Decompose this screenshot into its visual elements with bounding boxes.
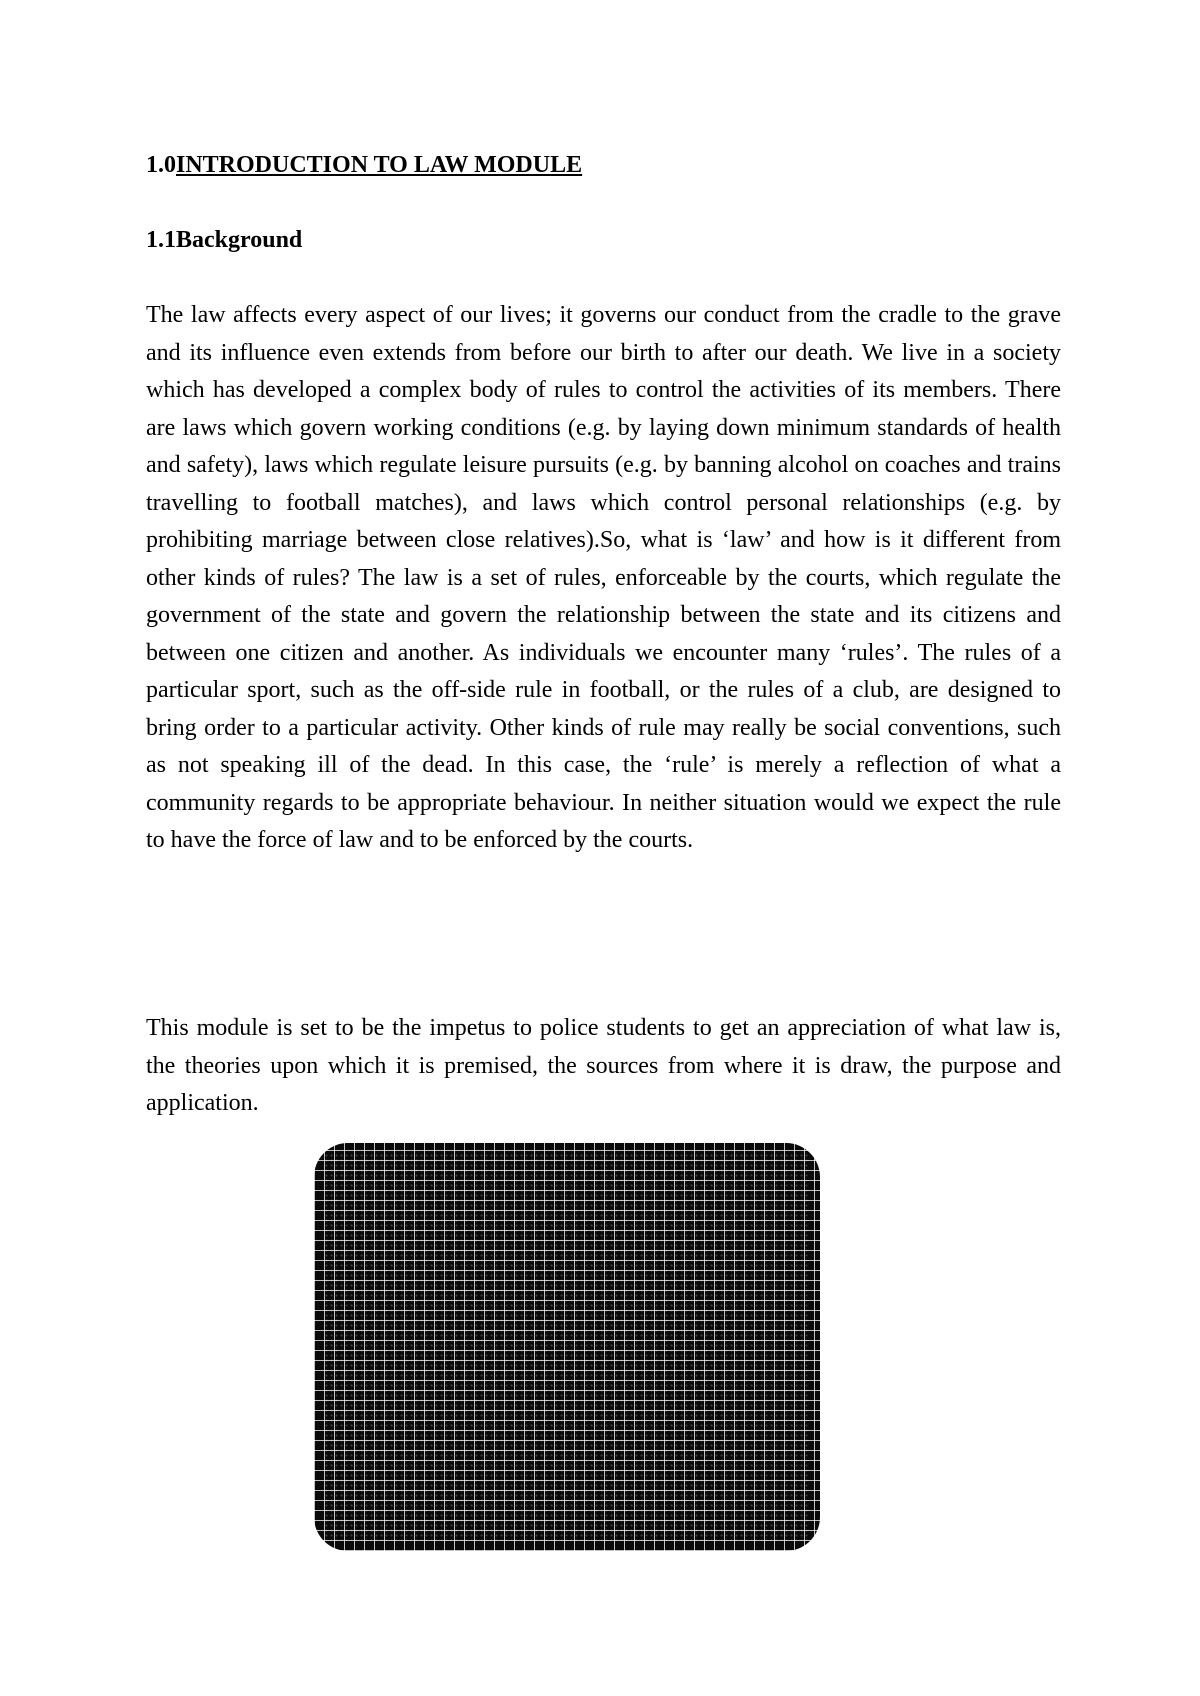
subsection-number: 1.1 <box>146 227 176 253</box>
module-purpose-paragraph: This module is set to be the impetus to police students to get an appreciation of what law is, the theories upon which it is premised, the sources from where it is draw, the purpose and application. <box>146 1015 1061 1116</box>
section-number: 1.0 <box>146 152 176 178</box>
section-heading-1-0 <box>146 150 582 180</box>
section-title: INTRODUCTION TO LAW MODULE <box>176 152 583 178</box>
section-heading-1-1 <box>146 225 302 255</box>
background-paragraph: The law affects every aspect of our lives; it governs our conduct from the cradle to the grave and its influence even extends from before our birth to after our death. We live in a society which has developed a complex body of rules to control the activities of its members. There are laws which govern working conditions (e.g. by laying down minimum standards of health and safety), laws which regulate leisure pursuits (e.g. by banning alcohol on coaches and trains travelling to football matches), and laws which control personal relationships (e.g. by prohibiting marriage between close relatives).So, what is ‘law’ and how is it different from other kinds of rules? The law is a set of rules, enforceable by the courts, which regulate the government of the state and govern the relationship between the state and its citizens and between one citizen and another. As individuals we encounter many ‘rules’. The rules of a particular sport, such as the off-side rule in football, or the rules of a club, are designed to bring order to a particular activity. Other kinds of rule may really be social conventions, such as not speaking ill of the dead. In this case, the ‘rule’ is merely a reflection of what a community regards to be appropriate behaviour. In neither situation would we expect the rule to have the force of law and to be enforced by the courts. <box>146 302 1061 853</box>
pattern-texture <box>324 1153 810 1541</box>
patterned-graphic <box>314 1143 820 1551</box>
subsection-title: Background <box>176 227 303 253</box>
